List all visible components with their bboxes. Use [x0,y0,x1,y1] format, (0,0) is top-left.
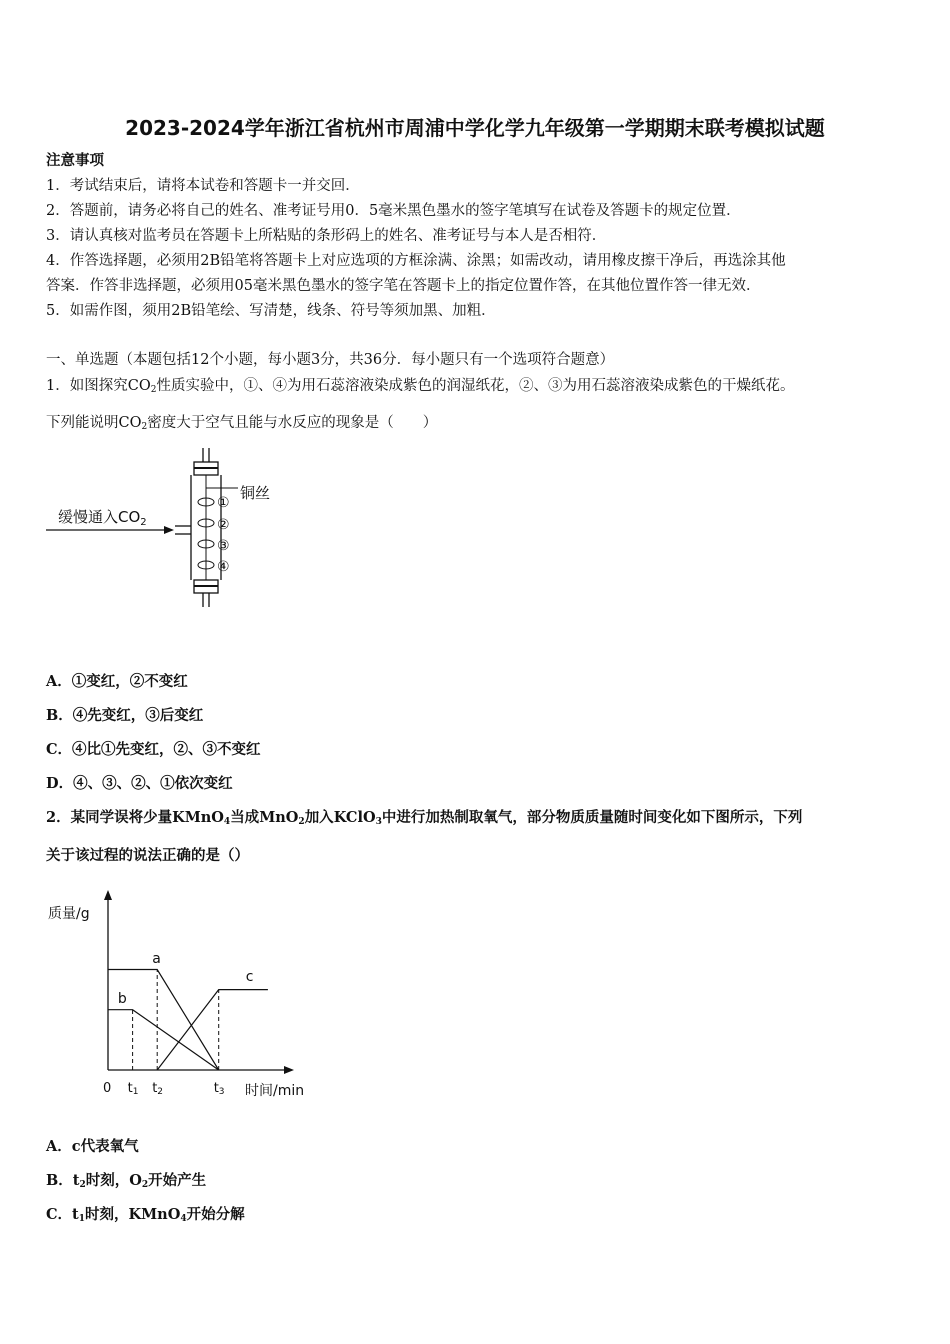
q2-b-mid: 时刻，O [85,1172,142,1189]
q2-c-mid: 时刻，KMnO [85,1206,181,1223]
notice-item-2: 2．答题前，请务必将自己的姓名、准考证号用0．5毫米黑色墨水的签字笔填写在试卷及答题卡的规定位置． [46,203,741,219]
notice-item-1: 1．考试结束后，请将本试卷和答题卡一并交回． [46,178,360,194]
tick-t2: t2 [152,1081,164,1097]
q2-stem-c: 加入 [304,809,334,826]
q1-option-d[interactable]: D．④、③、②、①依次变红 [46,775,233,792]
q1-option-c[interactable]: C．④比①先变红，②、③不变红 [46,741,261,758]
q2-b-sub2: 2 [141,1180,149,1190]
q1-option-b[interactable]: B．④先变红，③后变红 [46,707,204,724]
y-axis-arrow [104,890,112,900]
q2-option-a[interactable]: A．c代表氧气 [46,1138,139,1155]
q1-stem-part-b: 性质实验中，①、④为用石蕊溶液染成紫色的润湿纸花，②、③为用石蕊溶液染成紫色的干燥纸花。 [156,378,795,394]
q1-stem-part-a: 1．如图探究 [46,378,128,394]
q2-mno2: MnO [259,809,299,826]
q1-co2: CO [127,378,151,394]
q2-c-sub2: 4 [180,1214,187,1224]
q2-stem-a: 2．某同学误将少量 [46,809,173,826]
series-b-label: b [117,991,127,1007]
tick-t1: t1 [127,1081,139,1097]
q1-option-a[interactable]: A．①变红，②不变红 [46,673,188,690]
section-heading: 一、单选题（本题包括12个小题，每小题3分，共36分．每小题只有一个选项符合题意） [46,352,615,368]
marker-2: ② [217,517,230,533]
q1-stem [46,376,794,400]
q2-b-sub1: 2 [79,1180,86,1190]
q2-kmno4-sub: 4 [223,817,231,827]
q2-c-post: 开始分解 [186,1206,245,1223]
inlet-label: 缓慢通入$CO_2$ [58,508,147,528]
marker-3: ③ [217,538,230,554]
q2-c-sub1: 1 [78,1214,86,1224]
q1-stem2-co2: CO [118,415,142,431]
notice-item-3: 3．请认真核对监考员在答题卡上所粘贴的条形码上的姓名、准考证号与本人是否相符． [46,228,607,244]
series-c-label: c [245,969,254,986]
page-title: 2023-2024学年浙江省杭州市周浦中学化学九年级第一学期期末联考模拟试题 [125,116,825,140]
q2-option-b[interactable] [46,1171,206,1195]
notice-item-4-cont: 答案．作答非选择题，必须用05毫米黑色墨水的签字笔在答题卡上的指定位置作答，在其他位置作答一律无效． [46,278,761,294]
x-axis-arrow [284,1066,294,1074]
q1-stem2-co2-sub: 2 [141,422,148,432]
q2-mno2-sub: 2 [298,817,305,827]
series-a-line [108,970,219,1071]
tick-t3: t3 [213,1081,225,1097]
x-axis-label: 时间/min [245,1083,305,1099]
q2-kclo3: KClO [333,809,376,826]
q1-co2-sub: 2 [150,385,157,395]
q2-stem-b: 当成 [230,809,260,826]
marker-4: ④ [217,559,230,575]
marker-1: ① [217,495,230,511]
q2-c-pre: C．t [46,1206,79,1223]
series-c-line [157,990,268,1070]
q2-b-post: 开始产生 [148,1172,207,1189]
q2-kmno4: KMnO [172,809,224,826]
wire-label: 铜丝 [240,484,271,502]
series-b-line [108,1010,219,1070]
q2-mass-time-chart [40,888,330,1108]
q2-stem-d: 中进行加热制取氧气，部分物质质量随时间变化如下图所示，下列 [381,809,803,826]
q2-kclo3-sub: 3 [375,817,382,827]
q2-b-pre: B．t [46,1172,80,1189]
q1-stem2-part-a: 下列能说明 [46,415,119,431]
q1-apparatus-figure [40,440,340,615]
tick-0: 0 [103,1081,112,1096]
notice-heading: 注意事项 [46,152,104,169]
series-a-label: a [152,950,161,967]
q2-option-c[interactable] [46,1205,245,1229]
q1-stem2-part-b: 密度大于空气且能与水反应的现象是（ ） [147,415,438,431]
q2-stem-2: 关于该过程的说法正确的是（） [46,847,249,864]
q1-stem-2 [46,413,437,437]
notice-item-5: 5．如需作图，须用2B铅笔绘、写清楚，线条、符号等须加黑、加粗． [46,303,496,319]
q2-stem [46,808,802,832]
inlet-arrow-head [164,526,174,534]
notice-item-4: 4．作答选择题，必须用2B铅笔将答题卡上对应选项的方框涂满、涂黑；如需改动，请用橡皮擦干净后，再选涂其他 [46,253,786,269]
y-axis-label: 质量/g [48,906,90,922]
